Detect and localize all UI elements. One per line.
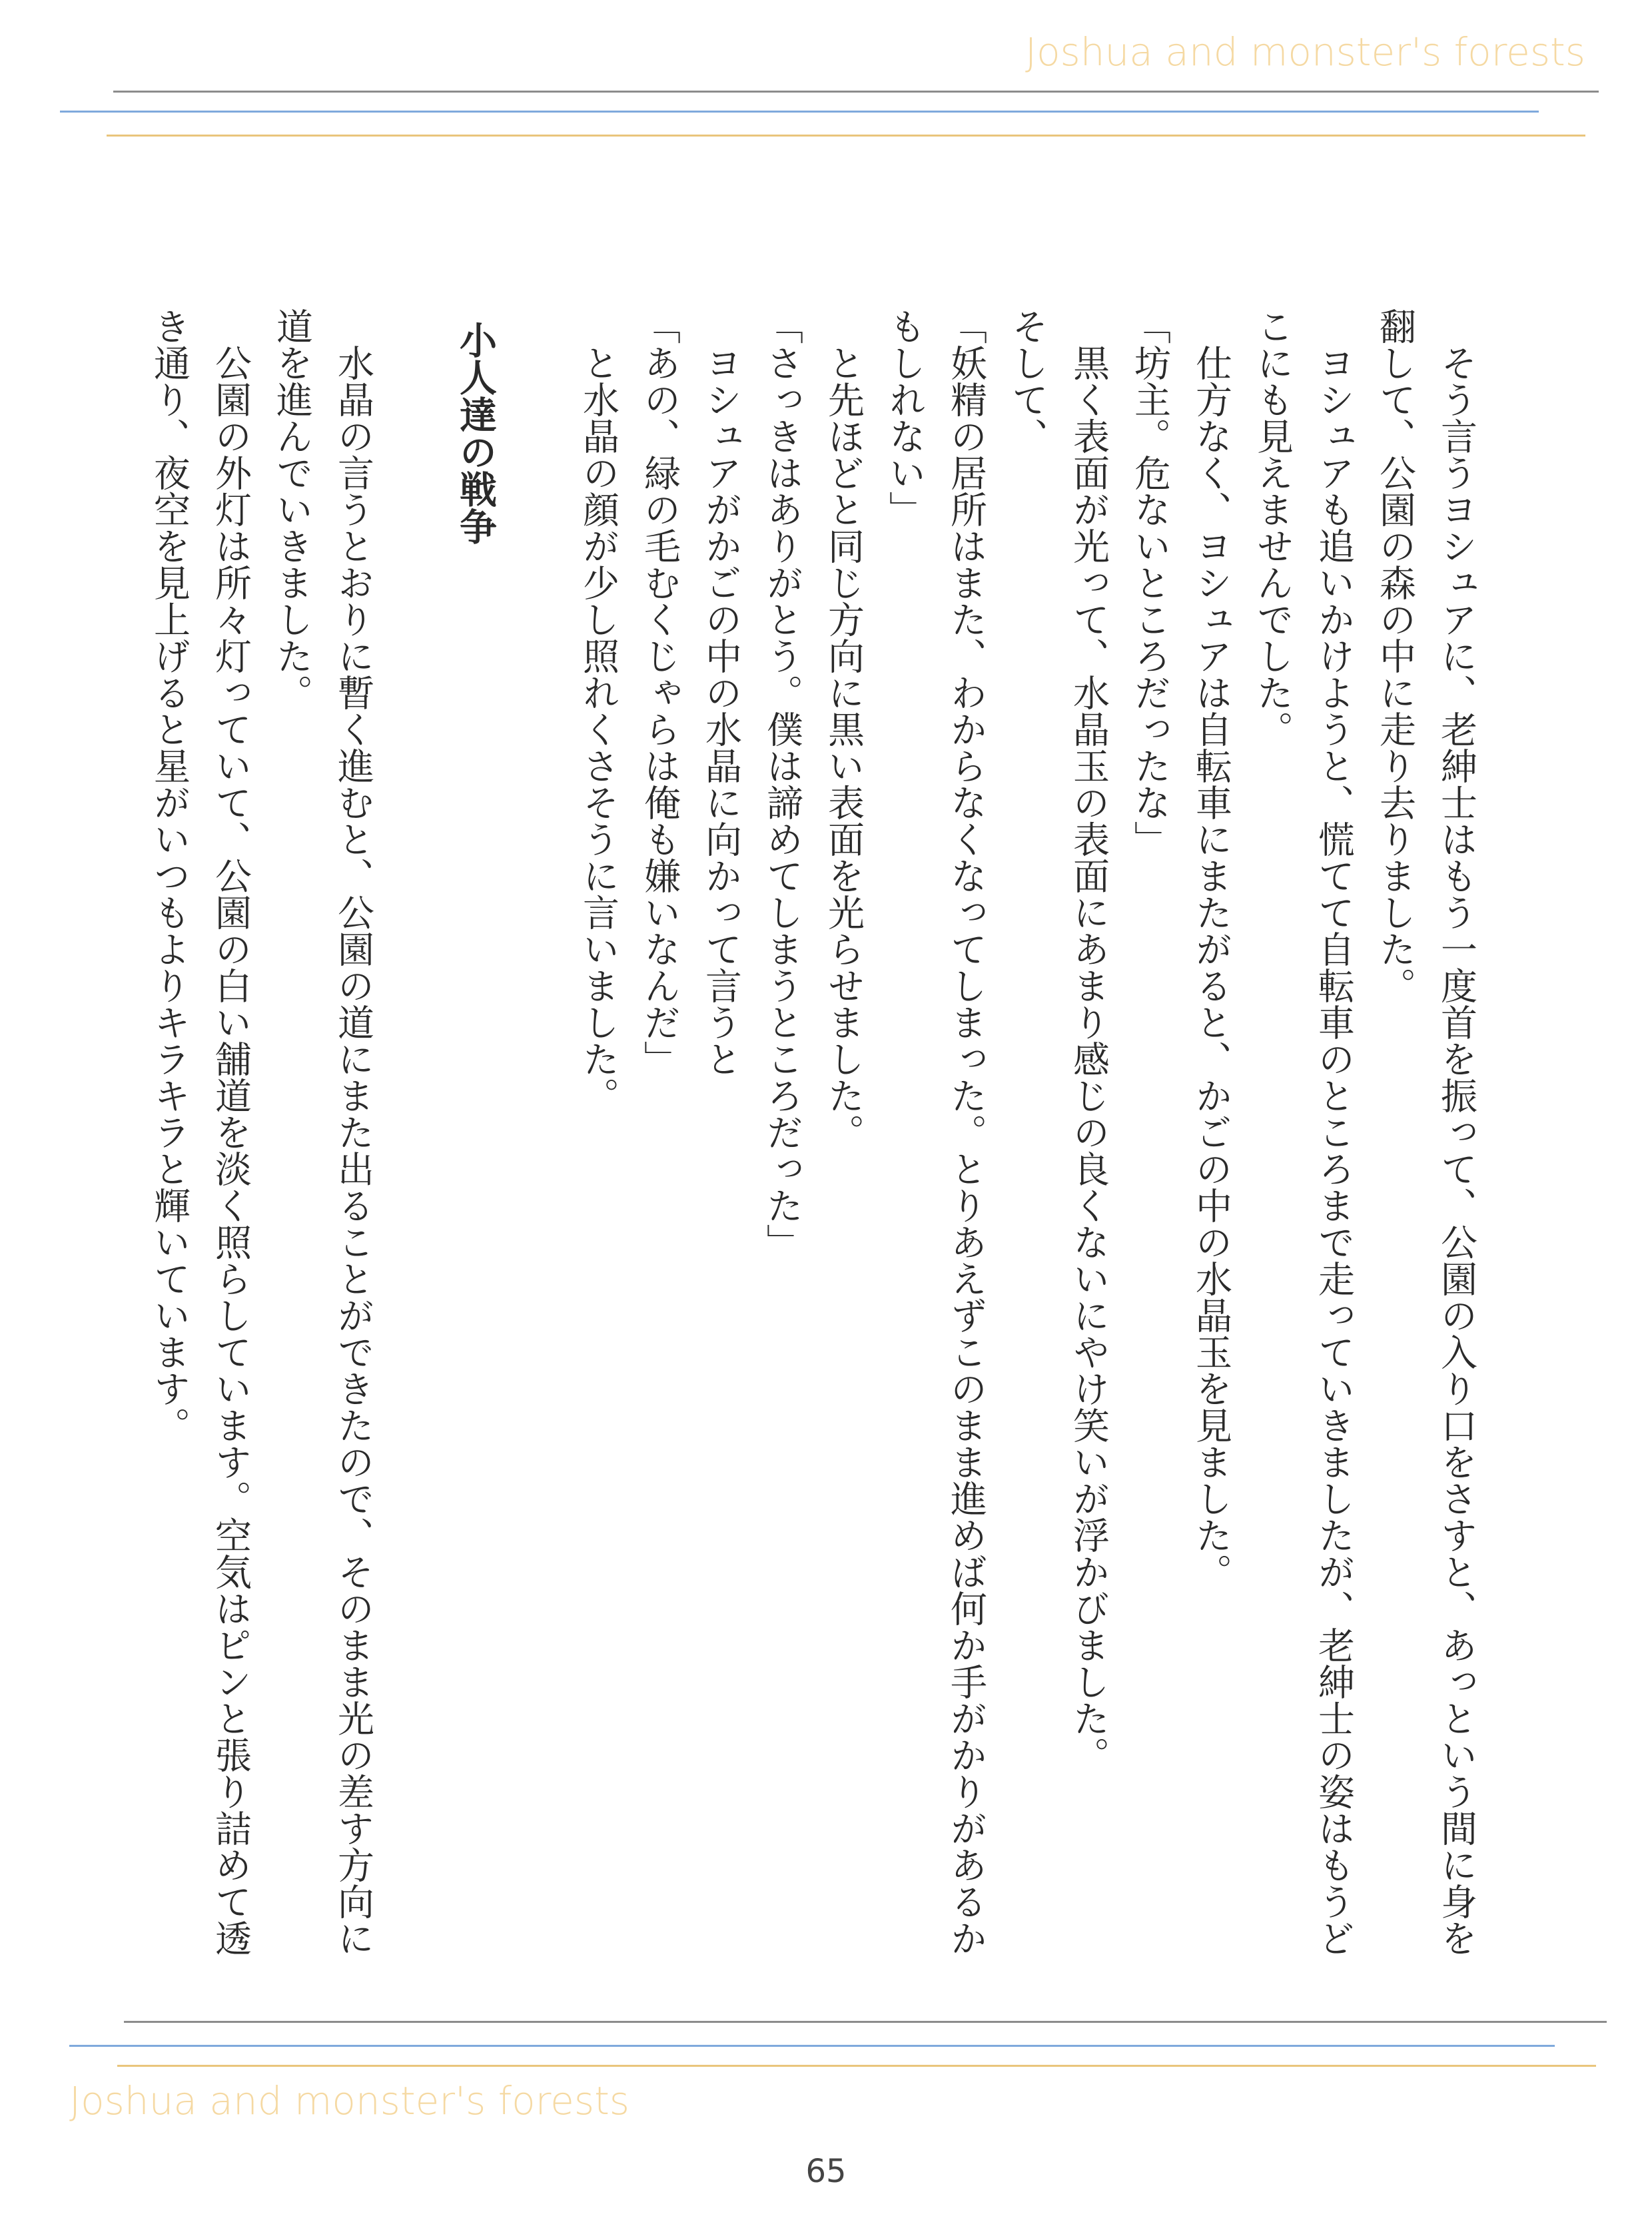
footer-rule-gold [117, 2065, 1596, 2067]
dialogue: 「さっきはありがとう。僕は諦めてしまうところだった」 [761, 308, 803, 1260]
paragraph: 公園の外灯は所々灯っていて、公園の白い舗道を淡く照らしています。空気はピンと張り詰めて透き通り、夜空を見上げると星がいつもよりキラキラと輝いています。 [148, 308, 252, 1956]
paragraph: そして、 [1006, 308, 1048, 454]
footer-title: Joshua and monster's forests [69, 2078, 630, 2123]
section-heading: 小人達の戦争 [454, 321, 498, 545]
paragraph: と水晶の顔が少し照れくさそうに言いました。 [577, 344, 620, 1114]
body-text [148, 308, 1487, 1986]
header-rule-blue [60, 111, 1539, 113]
page-number: 65 [805, 2153, 847, 2190]
footer-rule-blue [69, 2045, 1555, 2047]
dialogue: 「坊主。危ないところだったな」 [1128, 308, 1171, 857]
section-gap [506, 308, 568, 1986]
paragraph: 黒く表面が光って、水晶玉の表面にあまり感じの良くないにやけ笑いが浮かびました。 [1067, 344, 1110, 1773]
header-title: Joshua and monster's forests [1025, 29, 1585, 75]
header-rule-gray [113, 91, 1599, 93]
section-gap [384, 308, 445, 1986]
paragraph: と先ほどと同じ方向に黒い表面を光らせました。 [822, 344, 865, 1150]
paragraph: 仕方なく、ヨシュアは自転車にまたがると、かごの中の水晶玉を見ました。 [1190, 344, 1232, 1590]
paragraph: ヨシュアがかごの中の水晶に向かって言うと [699, 344, 742, 1077]
dialogue: 「妖精の居所はまた、わからなくなってしまった。とりあえずこのまま進めば何か手がかりがあるかもしれない」 [883, 308, 987, 1956]
footer-rule-gray [124, 2021, 1607, 2023]
paragraph: そう言うヨシュアに、老紳士はもう一度首を振って、公園の入り口をさすと、あっという間に身を翻して、公園の森の中に走り去りました。 [1374, 308, 1477, 1956]
paragraph: 水晶の言うとおりに暫く進むと、公園の道にまた出ることができたので、そのまま光の差す方向に道を進んでいきました。 [270, 308, 374, 1956]
header-rule-gold [107, 135, 1585, 137]
dialogue: 「あの、緑の毛むくじゃらは俺も嫌いなんだ」 [638, 308, 681, 1077]
paragraph: ヨシュアも追いかけようと、慌てて自転車のところまで走っていきましたが、老紳士の姿はもうどこにも見えませんでした。 [1251, 308, 1355, 1956]
